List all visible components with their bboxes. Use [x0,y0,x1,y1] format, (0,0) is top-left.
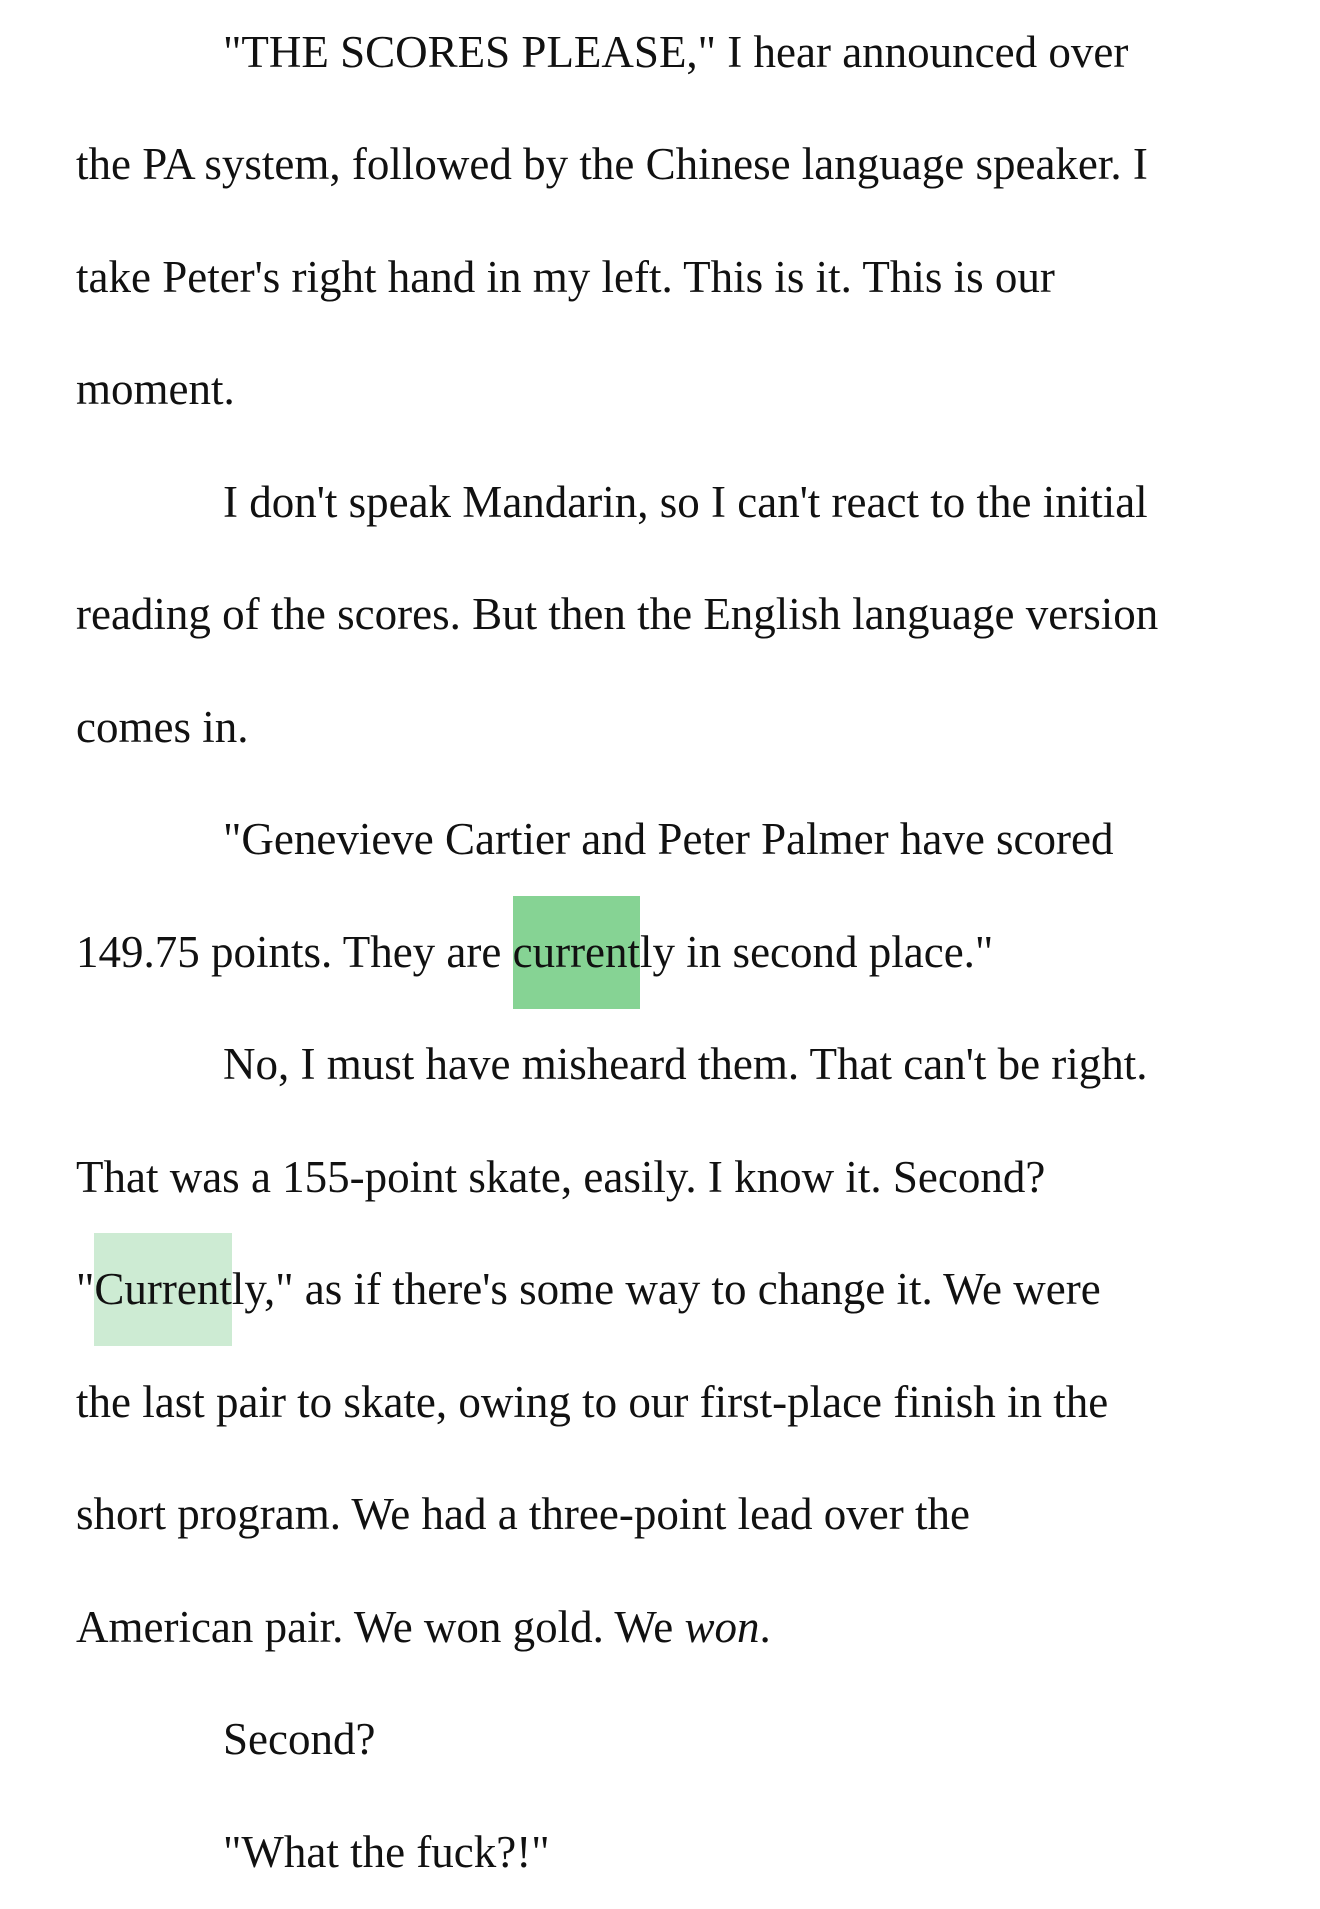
paragraph-line-15 [76,1571,771,1684]
paragraph-line-10: No, I must have misheard them. That can't be right. [223,1039,1148,1089]
paragraph-line-14: short program. We had a three-point lead over the [76,1489,970,1539]
paragraph-line-7: comes in. [76,702,249,752]
paragraph-line-1: "THE SCORES PLEASE," I hear announced over [223,27,1129,77]
emphasis-won: won [684,1602,760,1652]
highlight-text-tail: t [627,927,641,977]
paragraph-line-6: reading of the scores. But then the English language version [76,589,1159,639]
paragraph-line-2: the PA system, followed by the Chinese language speaker. I [76,139,1148,189]
highlight-text: curren [512,927,628,977]
line-text: ly in second place." [640,927,994,977]
paragraph-line-12 [76,1233,1101,1346]
paragraph-line-4: moment. [76,364,235,414]
paragraph-line-8: "Genevieve Cartier and Peter Palmer have scored [223,814,1114,864]
line-text: ly," as if there's some way to change it. We were [231,1264,1101,1314]
paragraph-line-13: the last pair to skate, owing to our first-place finish in the [76,1377,1109,1427]
paragraph-line-3: take Peter's right hand in my left. This is it. This is our [76,252,1055,302]
paragraph-line-11: That was a 155-point skate, easily. I know it. Second? [76,1152,1046,1202]
line-text: . [759,1602,771,1652]
paragraph-line-9 [76,896,993,1009]
line-text: " [76,1264,95,1314]
line-text: 149.75 points. They are [76,927,513,977]
paragraph-line-5: I don't speak Mandarin, so I can't react to the initial [223,477,1148,527]
highlighted-word-currently-quoted[interactable] [94,1233,231,1346]
paragraph-line-17: "What the fuck?!" [223,1827,550,1877]
paragraph-line-16: Second? [223,1714,376,1764]
highlight-text: Curren [94,1264,220,1314]
line-text: American pair. We won gold. We [76,1602,685,1652]
highlighted-word-currently[interactable] [513,896,640,1009]
highlight-text-tail: t [219,1264,232,1314]
